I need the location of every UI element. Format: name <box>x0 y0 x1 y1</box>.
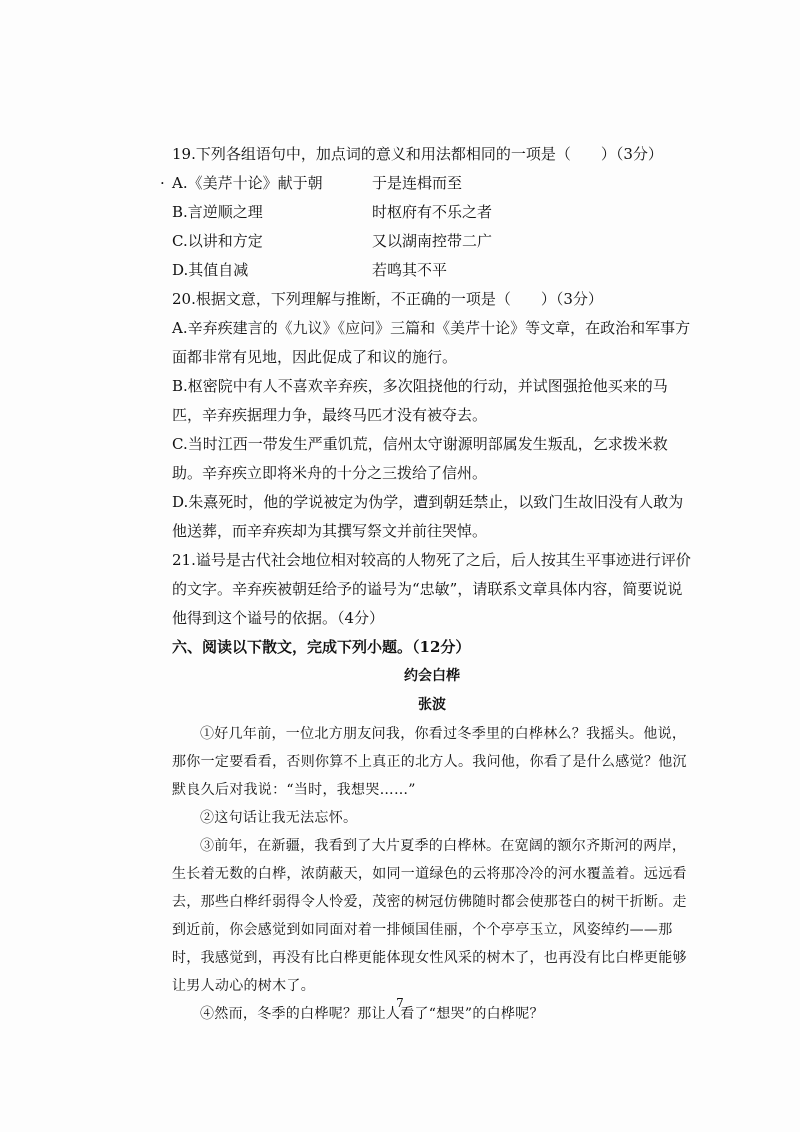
q19-stem: 19.下列各组语句中，加点词的意义和用法都相同的一项是（ ）（3分） <box>172 145 663 163</box>
q20-option-b: B.枢密院中有人不喜欢辛弃疾，多次阻挠他的行动，并试图强抢他买来的马匹，辛弃疾据理力争，最终马匹才没有被夺去。 <box>172 377 668 424</box>
q19-option-b <box>172 198 692 227</box>
section-heading: 六、阅读以下散文，完成下列小题。（12分） <box>172 638 471 656</box>
q19-option-d <box>172 256 692 285</box>
q19-option-c-right: 又以湖南控带二广 <box>372 232 493 250</box>
q20-option-c: C.当时江西一带发生严重饥荒，信州太守谢源明部属发生叛乱，乞求拨米救助。辛弃疾立即将米舟的十分之三拨给了信州。 <box>172 435 668 482</box>
q19-option-c-left: C.以讲和方定 <box>172 232 263 250</box>
essay-paragraph-3: ③前年，在新疆，我看到了大片夏季的白桦林。在宽阔的额尔齐斯河的两岸，生长着无数的白桦，浓荫蔽天，如同一道绿色的云将那冷冷的河水覆盖着。远远看去，那些白桦纤弱得令人怜爱，茂密的树冠仿佛随时都会使那苍白的树干折断。走到近前，你会感觉到如同面对着一排倾国佳丽，个个亭亭玉立，风姿绰约——那时，我感觉到，再没有比白桦更能体现女性风采的树木了，也再没有比白桦更能够让男人动心的树木了。 <box>172 838 687 994</box>
q19-option-b-right: 时枢府有不乐之者 <box>372 203 493 221</box>
q19-option-d-left: D.其值自减 <box>172 261 249 279</box>
q21-text: 21.谥号是古代社会地位相对较高的人物死了之后，后人按其生平事迹进行评价的文字。辛弃疾被朝廷给予的谥号为“忠敏”，请联系文章具体内容，简要说说他得到这个谥号的依据。（4分） <box>172 551 691 627</box>
bullet-dot: · <box>160 174 165 192</box>
page-number: 7 <box>396 996 404 1010</box>
essay-paragraph-1: ①好几年前，一位北方朋友问我，你看过冬季里的白桦林么？我摇头。他说，那你一定要看看，否则你算不上真正的北方人。我问他，你看了是什么感觉？他沉默良久后对我说：“当时，我想哭……” <box>172 726 687 798</box>
q19-option-b-left: B.言逆顺之理 <box>172 203 263 221</box>
page-content <box>160 140 692 1028</box>
essay-paragraph-4: ④然而，冬季的白桦呢？那让人看了“想哭”的白桦呢？ <box>200 1006 544 1022</box>
q20-option-a: A.辛弃疾建言的《九议》《应问》三篇和《美芹十论》等文章，在政治和军事方面都非常有见地，因此促成了和议的施行。 <box>172 319 691 366</box>
q19-option-a <box>160 169 692 198</box>
q19-option-d-right: 若鸣其不平 <box>372 261 448 279</box>
q19-option-c <box>172 227 692 256</box>
q19-option-a-right: 于是连楫而至 <box>372 174 463 192</box>
essay-paragraph-2: ②这句话让我无法忘怀。 <box>200 810 358 826</box>
essay-author: 张波 <box>418 697 446 713</box>
q20-option-d: D.朱熹死时，他的学说被定为伪学，遭到朝廷禁止，以致门生故旧没有人敢为他送葬，而辛弃疾却为其撰写祭文并前往哭悼。 <box>172 493 684 540</box>
essay-title: 约会白桦 <box>404 668 460 684</box>
q20-stem: 20.根据文意，下列理解与推断，不正确的一项是（ ）（3分） <box>172 290 603 308</box>
q19-option-a-left: A.《美芹十论》献于朝 <box>172 174 323 192</box>
